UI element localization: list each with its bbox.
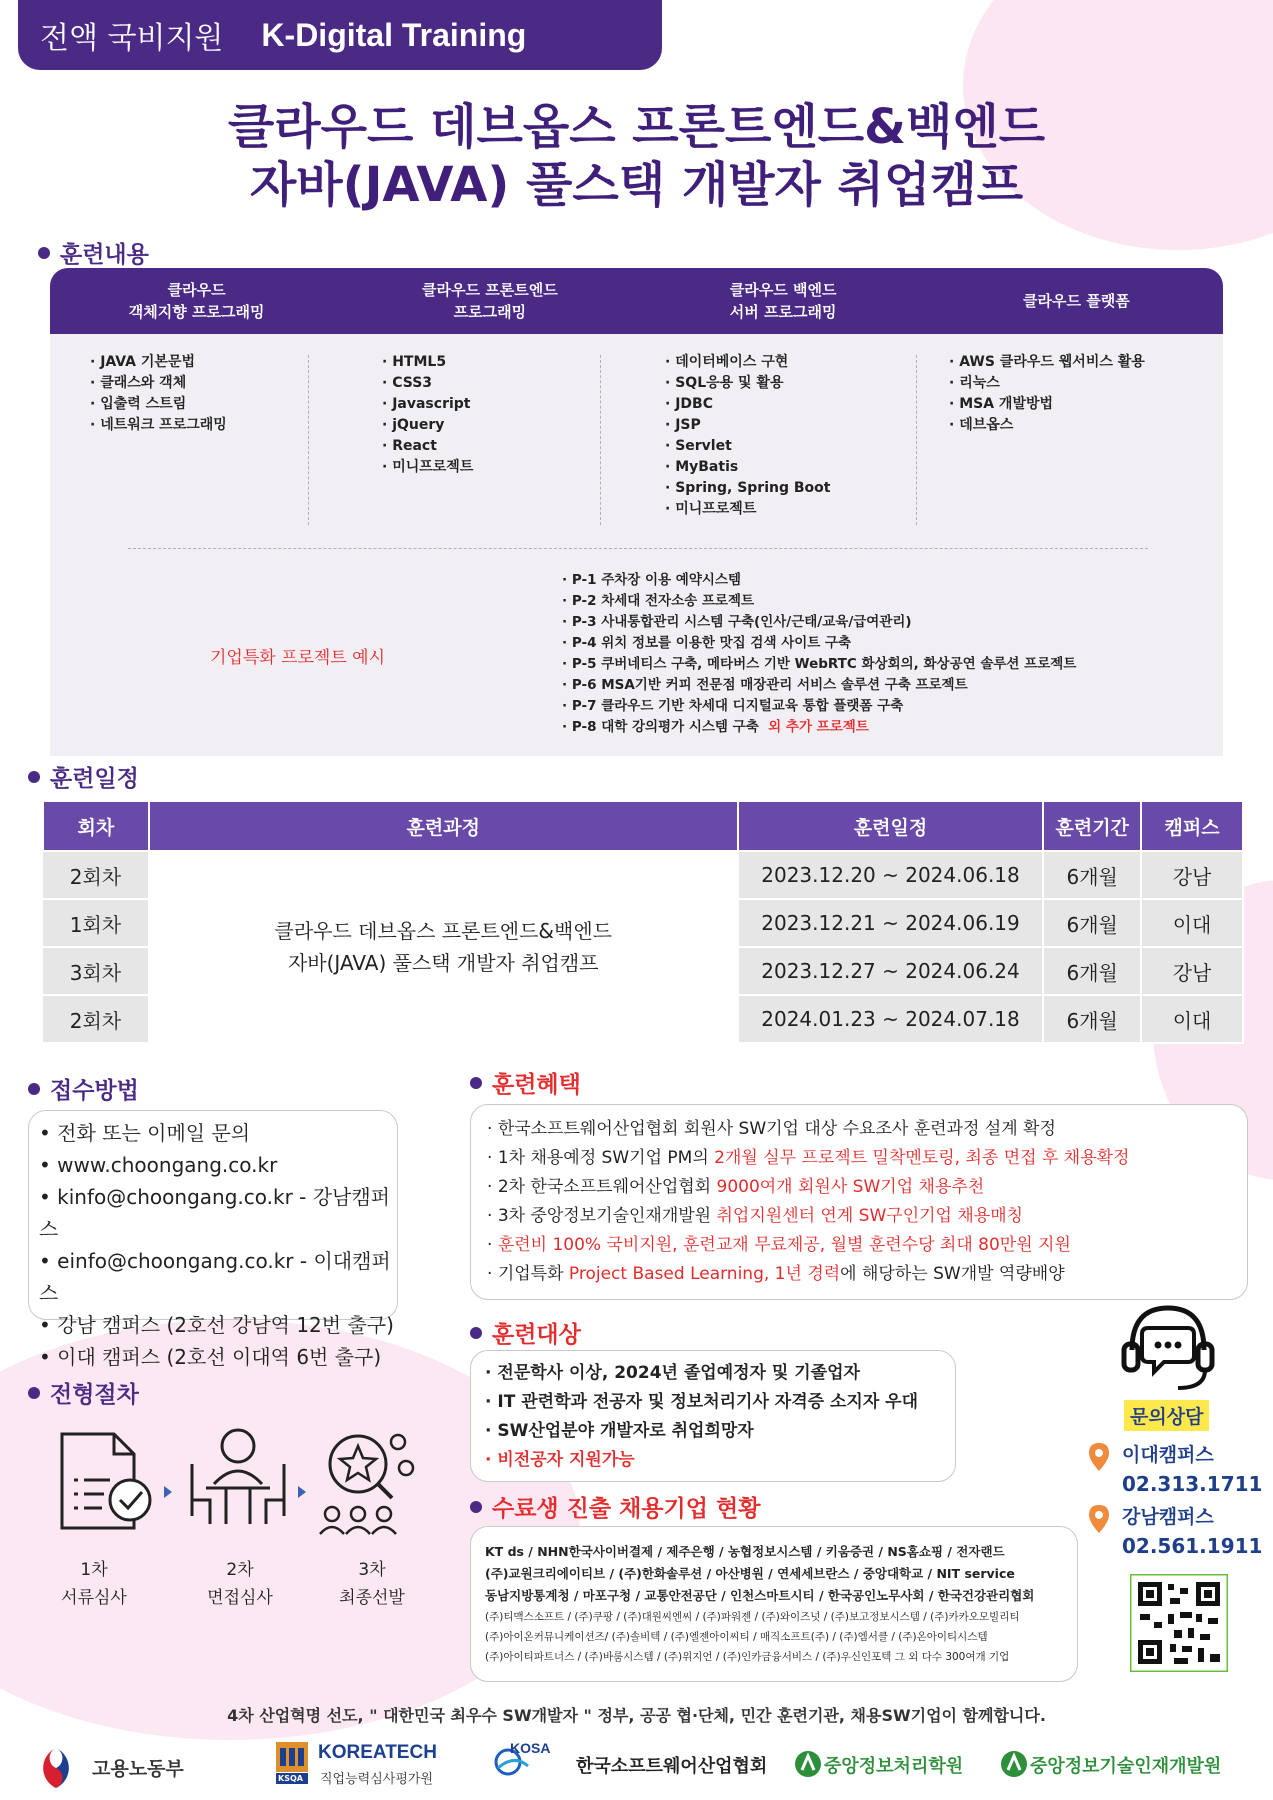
list-item: · JDBC: [665, 394, 830, 415]
bullet-icon: [470, 1501, 482, 1513]
curriculum-list-oop: [90, 352, 227, 436]
project-list: [562, 570, 1076, 738]
campus-phone[interactable]: 02.561.1911: [1122, 1534, 1263, 1558]
curriculum-col-title: 클라우드 플랫폼: [1023, 292, 1130, 310]
column-header: 훈련기간: [1043, 801, 1141, 851]
reception-box: [28, 1110, 398, 1369]
cell-campus: 이대: [1141, 995, 1243, 1043]
bullet-icon: [28, 771, 40, 783]
list-item: · MSA 개발방법: [949, 394, 1145, 415]
cell-round: 1회차: [43, 899, 149, 947]
list-item: · P-5 쿠버네티스 구축, 메타버스 기반 WebRTC 화상회의, 화상공연 솔루션 프로젝트: [562, 654, 1076, 675]
logo-moel: 고용노동부: [92, 1758, 184, 1780]
list-item: · IT 관련학과 전공자 및 정보처리기사 자격증 소지자 우대: [485, 1388, 955, 1417]
bullet-icon: [28, 1083, 40, 1095]
extra-projects-note: 외 추가 프로젝트: [768, 719, 869, 735]
curriculum-col-title: 클라우드 백엔드 서버 프로그래밍: [729, 281, 837, 321]
list-item-highlight: · 비전공자 지원가능: [485, 1446, 955, 1475]
list-item: · P-7 클라우드 기반 차세대 디지털교육 통합 플랫폼 구축: [562, 696, 1076, 717]
contact-label: 문의상담: [1124, 1400, 1209, 1431]
list-item: · SW산업분야 개발자로 취업희망자: [485, 1417, 955, 1446]
logo-koreatech-sub: 직업능력심사평가원: [320, 1772, 434, 1787]
list-item: · MyBatis: [665, 457, 830, 478]
cell-period: 6개월: [1043, 899, 1141, 947]
location-pin-icon: [1088, 1442, 1110, 1472]
list-item: · Javascript: [382, 394, 473, 415]
step-1-label: 1차 서류심사: [61, 1560, 127, 1608]
cell-dates: 2023.12.27 ~ 2024.06.24: [738, 947, 1044, 995]
list-item: · JAVA 기본문법: [90, 352, 227, 373]
section-reception-heading: 접수방법: [28, 1072, 139, 1105]
benefits-box: [470, 1104, 1248, 1300]
list-item: · 전문학사 이상, 2024년 졸업예정자 및 기졸업자: [485, 1359, 955, 1388]
cell-dates: 2024.01.23 ~ 2024.07.18: [738, 995, 1044, 1043]
list-item: · P-4 위치 정보를 이용한 맛집 검색 사이트 구축: [562, 633, 1076, 654]
curriculum-list-backend: [665, 352, 830, 520]
choongang-logo-icon: [794, 1750, 822, 1778]
list-item: · 리눅스: [949, 373, 1145, 394]
bullet-icon: [470, 1327, 482, 1339]
table-row: [43, 851, 1243, 899]
curriculum-col-title: 클라우드 프론트엔드 프로그래밍: [422, 281, 558, 321]
curriculum-header: [50, 268, 1223, 334]
list-item: · P-3 사내통합관리 시스템 구축(인사/근태/교육/급여관리): [562, 612, 1076, 633]
list-item: · 1차 채용예정 SW기업 PM의 2개월 실무 프로젝트 밀착멘토링, 최종 면접 후 채용확정: [487, 1144, 1247, 1173]
cell-campus: 이대: [1141, 899, 1243, 947]
bullet-icon: [38, 247, 50, 259]
column-header: 훈련일정: [738, 801, 1044, 851]
target-box: [470, 1350, 956, 1482]
document-check-icon: [54, 1430, 154, 1534]
top-banner: [18, 0, 662, 70]
logo-choongang-institute: 중앙정보기술인재개발원: [1030, 1756, 1222, 1777]
list-item: · SQL응용 및 활용: [665, 373, 830, 394]
section-curriculum-heading: 훈련내용: [38, 236, 149, 269]
list-item: · Spring, Spring Boot: [665, 478, 830, 499]
bullet-icon: [470, 1077, 482, 1089]
cell-round: 2회차: [43, 851, 149, 899]
section-companies-heading: 수료생 진출 채용기업 현황: [470, 1490, 760, 1523]
logo-koreatech: KOREATECH: [318, 1742, 437, 1763]
section-schedule-heading: 훈련일정: [28, 760, 139, 793]
cell-round: 3회차: [43, 947, 149, 995]
cell-campus: 강남: [1141, 947, 1243, 995]
list-item: · 3차 중앙정보기술인재개발원 취업지원센터 연계 SW구인기업 채용매칭: [487, 1202, 1247, 1231]
cell-period: 6개월: [1043, 851, 1141, 899]
banner-label: 전액 국비지원: [40, 21, 224, 56]
list-item: · 미니프로젝트: [382, 457, 473, 478]
list-item: · HTML5: [382, 352, 473, 373]
list-item: · 한국소프트웨어산업협회 회원사 SW기업 대상 수요조사 훈련과정 설계 확정: [487, 1115, 1247, 1144]
list-item: · jQuery: [382, 415, 473, 436]
list-item: · P-2 차세대 전자소송 프로젝트: [562, 591, 1076, 612]
list-item: · 데브옵스: [949, 415, 1145, 436]
logo-kosa: KOSA: [510, 1740, 551, 1756]
cell-course: 클라우드 데브옵스 프론트엔드&백엔드 자바(JAVA) 풀스택 개발자 취업캠프: [149, 851, 738, 1043]
campus-name: 강남캠퍼스: [1122, 1506, 1214, 1528]
list-item: · React: [382, 436, 473, 457]
list-item: · 클래스와 객체: [90, 373, 227, 394]
cell-dates: 2023.12.21 ~ 2024.06.19: [738, 899, 1044, 947]
campus-phone[interactable]: 02.313.1711: [1122, 1472, 1263, 1496]
list-item: · P-6 MSA기반 커피 전문점 매장관리 서비스 솔루션 구축 프로젝트: [562, 675, 1076, 696]
column-header: 캠퍼스: [1141, 801, 1243, 851]
step-2-label: 2차 면접심사: [207, 1560, 273, 1608]
selection-icon: [318, 1424, 418, 1536]
list-item: · 데이터베이스 구현: [665, 352, 830, 373]
list-item: • 이대 캠퍼스 (2호선 이대역 6번 출구): [39, 1341, 397, 1373]
table-header-row: [43, 801, 1243, 851]
list-item: • 강남 캠퍼스 (2호선 강남역 12번 출구): [39, 1309, 397, 1341]
logo-ksqa-text: KSQA: [278, 1774, 303, 1783]
schedule-table: [42, 800, 1244, 1044]
column-header: 훈련과정: [149, 801, 738, 851]
list-item: · P-8 대학 강의평가 시스템 구축 외 추가 프로젝트: [562, 717, 1076, 738]
cell-round: 2회차: [43, 995, 149, 1043]
list-item: · 네트워크 프로그래밍: [90, 415, 227, 436]
list-item: · AWS 클라우드 웹서비스 활용: [949, 352, 1145, 373]
logo-choongang-academy: 중앙정보처리학원: [824, 1756, 964, 1777]
list-item: · 입출력 스트림: [90, 394, 227, 415]
website-link[interactable]: • www.choongang.co.kr: [39, 1149, 397, 1181]
headset-chat-icon: [1118, 1300, 1218, 1394]
list-item: · CSS3: [382, 373, 473, 394]
cell-period: 6개월: [1043, 947, 1141, 995]
companies-list: KT ds / NHN한국사이버결제 / 제주은행 / 농협정보시스템 / 키움증권 / NS홈쇼핑 / 전자랜드 (주)교원크리에이티브 / (주)한화솔루션 / 아산병원 / 연세세브란스 / 중앙대학교 / NIT service 동남지방통계청 / 마포구청 / 교통안전공단 / 인천스마트시티 / 한국공인노무사회 / 한국건강관리협회 (주)티맥스소프트 / (주)쿠팡 / (주)대원씨엔씨 / (주)파워젠 / (주)와이즈넛 / (주)보고정보시스템 / (주)카카오모빌리티 (주)아이온커뮤니케이션즈/ (주)솔비텍 / (주)엘젠아이씨티 / 매직소프트(주) / (주)엠서클 / (주)온아이티시스템 (주)아이티파트너스 / (주)바룸시스템 / (주)위지언 / (주)인카금융서비스 / (주)우신인포텍 그 외 다수 300여개 기업: [485, 1544, 1035, 1663]
email-gangnam[interactable]: • kinfo@choongang.co.kr - 강남캠퍼스: [39, 1181, 397, 1245]
campus-name: 이대캠퍼스: [1122, 1444, 1214, 1466]
section-target-heading: 훈련대상: [470, 1316, 581, 1349]
divider: [128, 548, 1148, 549]
project-example-label: 기업특화 프로젝트 예시: [210, 648, 386, 668]
logo-kosa-name: 한국소프트웨어산업협회: [576, 1756, 768, 1777]
section-benefits-heading: 훈련혜택: [470, 1066, 581, 1099]
list-item: • 전화 또는 이메일 문의: [39, 1117, 397, 1149]
column-header: 회차: [43, 801, 149, 851]
footer-statement: 4차 산업혁명 선도, " 대한민국 최우수 SW개발자 " 정부, 공공 협·단체, 민간 훈련기관, 채용SW기업이 함께합니다.: [227, 1706, 1046, 1725]
curriculum-list-platform: [949, 352, 1145, 436]
step-3-label: 3차 최종선발: [339, 1560, 405, 1608]
partner-logos: [0, 1738, 1273, 1798]
bullet-icon: [28, 1387, 40, 1399]
choongang-logo-icon: [1000, 1750, 1028, 1778]
page-title: 클라우드 데브옵스 프론트엔드&백엔드: [227, 99, 1046, 155]
curriculum-col-title: 클라우드 객체지향 프로그래밍: [128, 281, 265, 321]
page-subtitle: 자바(JAVA) 풀스택 개발자 취업캠프: [249, 157, 1024, 213]
list-item: · 훈련비 100% 국비지원, 훈련교재 무료제공, 월별 훈련수당 최대 80만원 지원: [487, 1231, 1247, 1260]
list-item: · 미니프로젝트: [665, 499, 830, 520]
qr-code-icon[interactable]: [1130, 1574, 1228, 1672]
location-pin-icon: [1088, 1504, 1110, 1534]
section-procedure-heading: 전형절차: [28, 1376, 139, 1409]
curriculum-list-frontend: [382, 352, 473, 478]
list-item: · Servlet: [665, 436, 830, 457]
banner-program: K-Digital Training: [261, 16, 527, 53]
cell-campus: 강남: [1141, 851, 1243, 899]
interview-icon: [186, 1424, 290, 1534]
arrow-right-icon: [164, 1486, 172, 1498]
divider: [916, 355, 917, 525]
cell-dates: 2023.12.20 ~ 2024.06.18: [738, 851, 1044, 899]
email-ewha[interactable]: • einfo@choongang.co.kr - 이대캠퍼스: [39, 1245, 397, 1309]
list-item: · 2차 한국소프트웨어산업협회 9000여개 회원사 SW기업 채용추천: [487, 1173, 1247, 1202]
divider: [600, 355, 601, 525]
list-item: · P-1 주차장 이용 예약시스템: [562, 570, 1076, 591]
list-item: · 기업특화 Project Based Learning, 1년 경력에 해당하는 SW개발 역량배양: [487, 1260, 1247, 1289]
list-item: · JSP: [665, 415, 830, 436]
arrow-right-icon: [298, 1486, 306, 1498]
companies-box: [470, 1526, 1078, 1682]
cell-period: 6개월: [1043, 995, 1141, 1043]
moel-logo-icon: [28, 1744, 84, 1792]
divider: [308, 355, 309, 525]
